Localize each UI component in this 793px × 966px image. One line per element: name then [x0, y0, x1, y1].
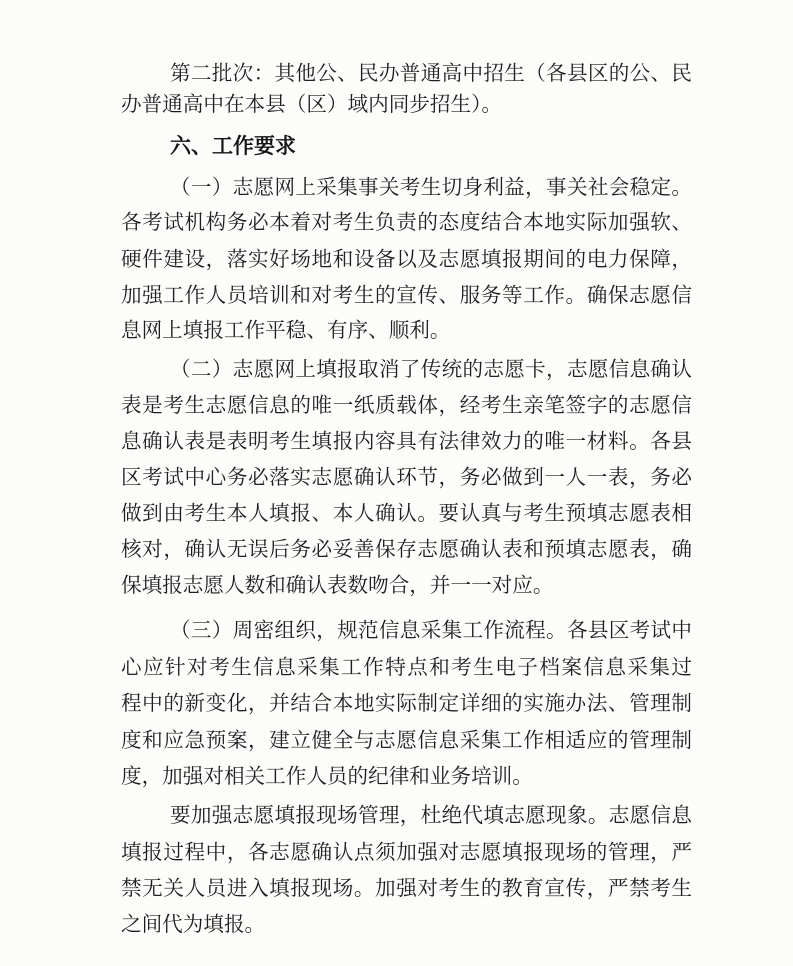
text-line: 要加强志愿填报现场管理，杜绝代填志愿现象。志愿信息: [170, 803, 692, 827]
text-line: 填报过程中，各志愿确认点须加强对志愿填报现场的管理，严: [121, 840, 692, 864]
text-line: 做到由考生本人填报、本人确认。要认真与考生预填志愿表相: [121, 501, 692, 525]
text-line: 第二批次：其他公、民办普通高中招生（各县区的公、民: [170, 61, 692, 85]
text-line: 息网上填报工作平稳、有序、顺利。: [121, 318, 451, 342]
text-line: （一）志愿网上采集事关考生切身利益，事关社会稳定。: [170, 175, 692, 199]
text-line: 硬件建设，落实好场地和设备以及志愿填报期间的电力保障，: [121, 247, 692, 271]
text-line: 加强工作人员培训和对考生的宣传、服务等工作。确保志愿信: [121, 283, 692, 307]
text-line: 程中的新变化，并结合本地实际制定详细的实施办法、管理制: [121, 691, 692, 715]
text-line: 心应针对考生信息采集工作特点和考生电子档案信息采集过: [121, 655, 692, 679]
text-line: 度，加强对相关工作人员的纪律和业务培训。: [121, 764, 533, 788]
text-line: 息确认表是表明考生填报内容具有法律效力的唯一材料。各县: [121, 429, 692, 453]
text-line: 禁无关人员进入填报现场。加强对考生的教育宣传，严禁考生: [121, 876, 692, 900]
text-line: 办普通高中在本县（区）域内同步招生）。: [121, 92, 502, 116]
text-line: 区考试中心务必落实志愿确认环节，务必做到一人一表，务必: [121, 465, 692, 489]
text-line: 核对，确认无误后务必妥善保存志愿确认表和预填志愿表，确: [121, 537, 692, 561]
text-line: 各考试机构务必本着对考生负责的态度结合本地实际加强软、: [121, 210, 692, 234]
text-line: 表是考生志愿信息的唯一纸质载体，经考生亲笔签字的志愿信: [121, 393, 692, 417]
text-line: 之间代为填报。: [121, 912, 266, 936]
text-line: （二）志愿网上填报取消了传统的志愿卡，志愿信息确认: [170, 357, 692, 381]
text-line: 度和应急预案，建立健全与志愿信息采集工作相适应的管理制: [121, 728, 692, 752]
text-line: （三）周密组织，规范信息采集工作流程。各县区考试中: [170, 618, 692, 642]
section-heading: 六、工作要求: [170, 134, 296, 158]
text-line: 保填报志愿人数和确认表数吻合，并一一对应。: [121, 573, 554, 597]
